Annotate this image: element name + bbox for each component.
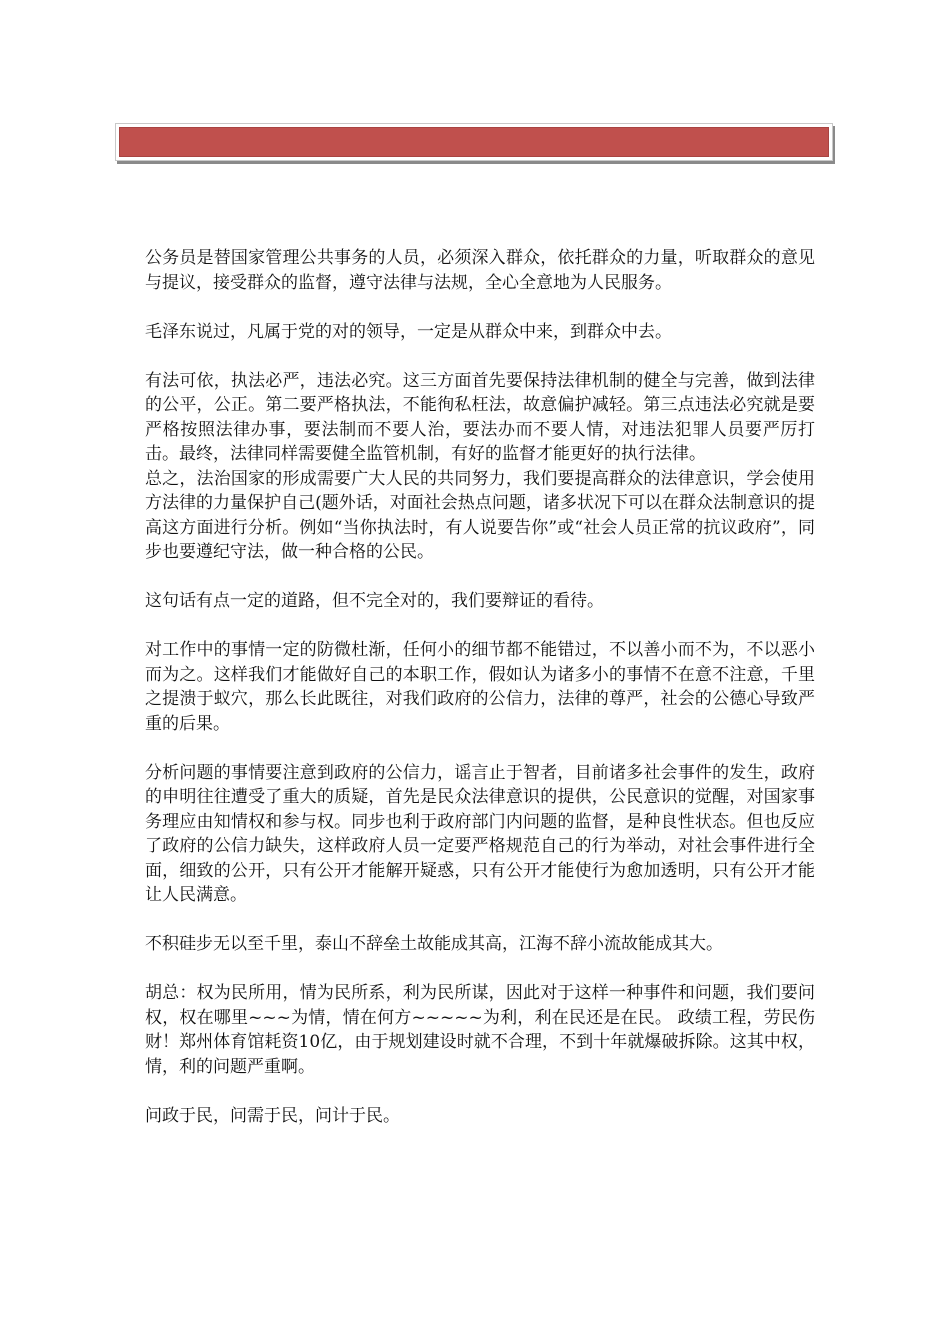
paragraph-1: 公务员是替国家管理公共事务的人员，必须深入群众，依托群众的力量，听取群众的意见与提议，接受群众的监督，遵守法律与法规，全心全意地为人民服务。 (145, 248, 815, 293)
paragraph-8: 不积硅步无以至千里，泰山不辞垒土故能成其高，江海不辞小流故能成其大。 (145, 934, 723, 954)
paragraph-9: 胡总：权为民所用，情为民所系，利为民所谋，因此对于这样一种事件和问题，我们要问权，权在哪里~~~为情，情在何方~~~~~为利，利在民还是在民。 政绩工程，劳民伤财！郑州体育馆耗资10亿，由于规划建设时就不合理，不到十年就爆破拆除。这其中权，情，利的问题严重啊。 (145, 983, 815, 1077)
document-body (145, 246, 815, 1153)
paragraph-4: 总之，法治国家的形成需要广大人民的共同努力，我们要提高群众的法律意识，学会使用方法律的力量保护自己(题外话，对面社会热点问题，诸多状况下可以在群众法制意识的提高这方面进行分析。例如“当你执法时，有人说要告你”或“社会人员正常的抗议政府”，同步也要遵纪守法，做一种合格的公民。 (145, 468, 815, 562)
paragraph-7: 分析问题的事情要注意到政府的公信力，谣言止于智者，目前诸多社会事件的发生，政府的申明往往遭受了重大的质疑，首先是民众法律意识的提供，公民意识的觉醒，对国家事务理应由知情权和参与权。同步也利于政府部门内问题的监督，是种良性状态。但也反应了政府的公信力缺失，这样政府人员一定要严格规范自己的行为举动，对社会事件进行全面，细致的公开，只有公开才能解开疑惑，只有公开才能使行为愈加透明，只有公开才能让人民满意。 (145, 762, 815, 905)
paragraph-3: 有法可依，执法必严，违法必究。这三方面首先要保持法律机制的健全与完善，做到法律的公平，公正。第二要严格执法，不能徇私枉法，故意偏护减轻。第三点违法必究就是要严格按照法律办事，要法制而不要人治，要法办而不要人情，对违法犯罪人员要严厉打击。最终，法律同样需要健全监管机制，有好的监督才能更好的执行法律。 (145, 370, 815, 464)
header-banner (115, 123, 833, 161)
paragraph-2: 毛泽东说过，凡属于党的对的领导，一定是从群众中来，到群众中去。 (145, 321, 672, 342)
header-banner-fill (119, 127, 829, 157)
paragraph-5: 这句话有点一定的道路，但不完全对的，我们要辩证的看待。 (145, 591, 604, 611)
paragraph-10: 问政于民，问需于民，问计于民。 (145, 1105, 400, 1126)
paragraph-6: 对工作中的事情一定的防微杜渐，任何小的细节都不能错过，不以善小而不为，不以恶小而为之。这样我们才能做好自己的本职工作，假如认为诸多小的事情不在意不注意，千里之提溃于蚁穴，那么长此既往，对我们政府的公信力，法律的尊严，社会的公德心导致严重的后果。 (145, 640, 815, 734)
